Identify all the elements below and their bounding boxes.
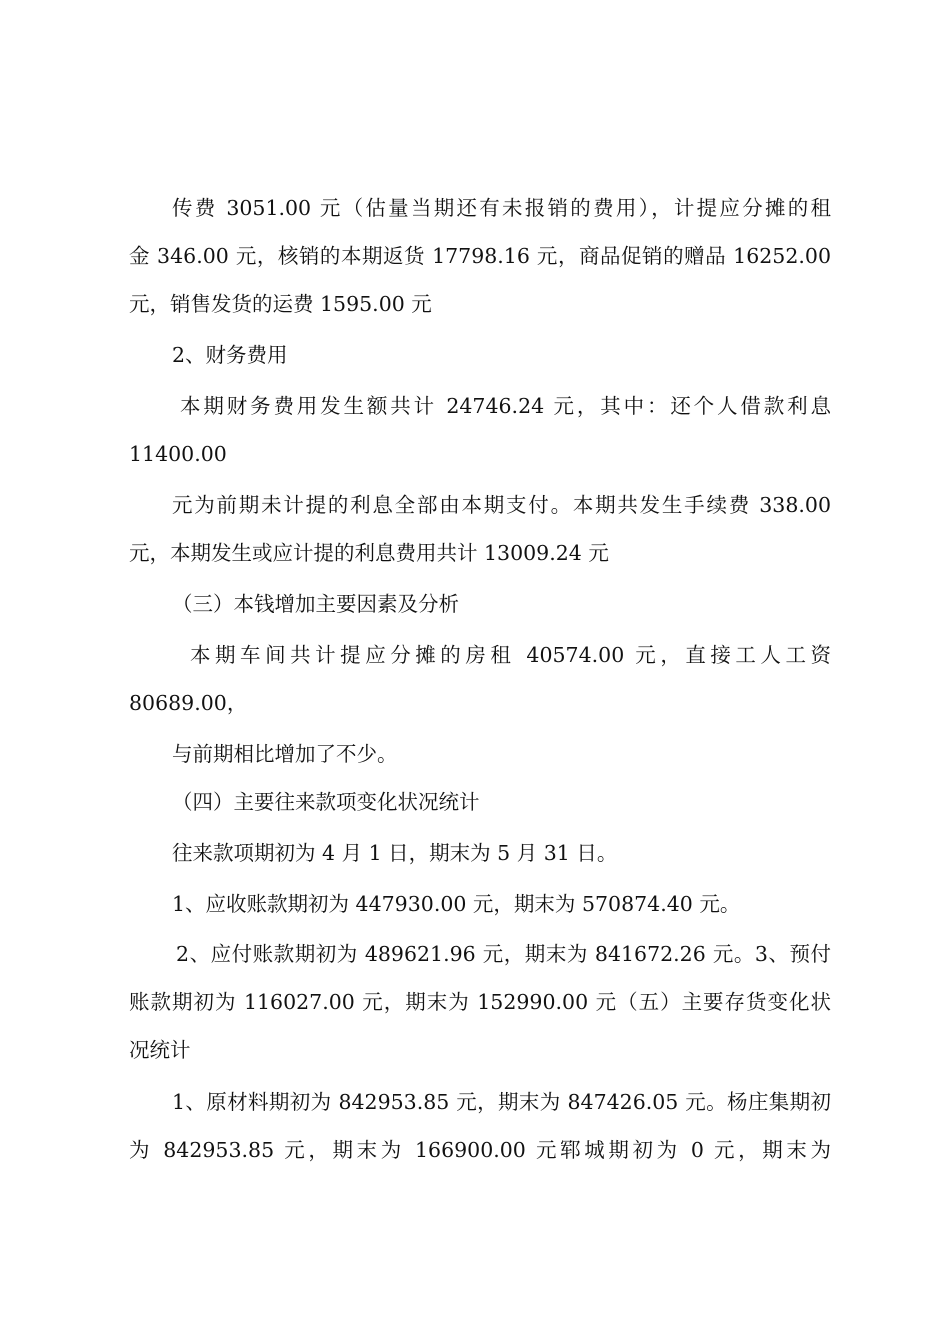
paragraph-line-5: 11400.00 <box>129 442 227 466</box>
paragraph-line-14: 账款期初为 116027.00 元，期末为 152990.00 元（五）主要存货变化状 <box>129 990 831 1014</box>
paragraph-line-10: 与前期相比增加了不少。 <box>172 742 398 766</box>
paragraph-line-15: 况统计 <box>129 1038 191 1062</box>
paragraph-line-2: 金 346.00 元，核销的本期返货 17798.16 元，商品促销的赠品 16252.00 <box>129 244 831 268</box>
paragraph-line-3: 元，销售发货的运费 1595.00 元 <box>129 292 432 316</box>
paragraph-line-6: 元为前期未计提的利息全部由本期支付。本期共发生手续费 338.00 <box>172 493 831 517</box>
paragraph-line-16: 1、原材料期初为 842953.85 元，期末为 847426.05 元。杨庄集期初 <box>172 1090 831 1114</box>
paragraph-line-12: 1、应收账款期初为 447930.00 元，期末为 570874.40 元。 <box>172 892 741 916</box>
paragraph-line-4: 本期财务费用发生额共计 24746.24 元，其中：还个人借款利息 <box>180 394 831 418</box>
paragraph-line-7: 元，本期发生或应计提的利息费用共计 13009.24 元 <box>129 541 609 565</box>
paragraph-line-8: 本期车间共计提应分摊的房租 40574.00 元，直接工人工资 <box>190 643 831 667</box>
section-heading-cost-increase: （三）本钱增加主要因素及分析 <box>172 592 459 616</box>
section-heading-finance-expense: 2、财务费用 <box>172 343 288 367</box>
paragraph-line-9: 80689.00， <box>129 691 248 715</box>
paragraph-line-13: 2、应付账款期初为 489621.96 元，期末为 841672.26 元。3、预付 <box>176 942 831 966</box>
paragraph-line-17: 为 842953.85 元，期末为 166900.00 元郓城期初为 0 元，期末为 <box>129 1138 831 1162</box>
paragraph-line-1: 传费 3051.00 元（估量当期还有未报销的费用），计提应分摊的租 <box>172 196 831 220</box>
paragraph-line-11: 往来款项期初为 4 月 1 日，期末为 5 月 31 日。 <box>172 841 618 865</box>
section-heading-receivables: （四）主要往来款项变化状况统计 <box>172 790 480 814</box>
